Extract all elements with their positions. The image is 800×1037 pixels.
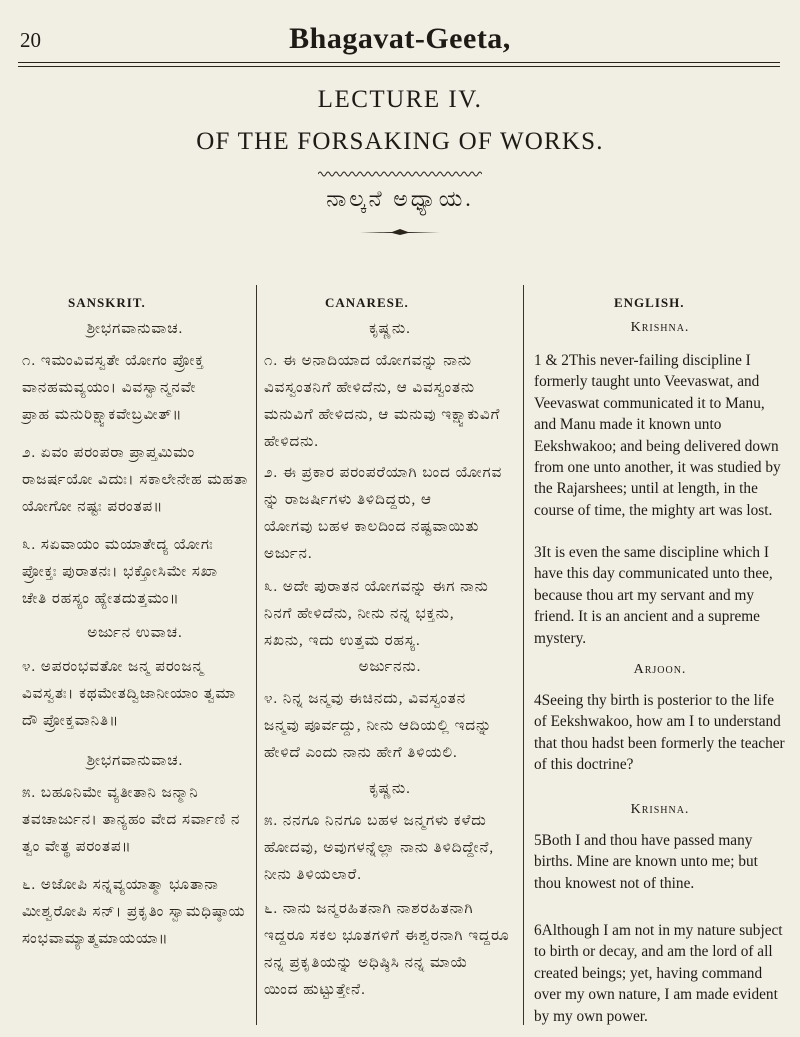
english-verse-4: 4Seeing thy birth is posterior to the life of Eekshwakoo, how am I to understand that thou hadst been formerly the teacher of this doctrine? — [534, 692, 785, 774]
kannada-chapter-title: ನಾಲ್ಕನೆ ಅಧ್ಯಾಯ. — [326, 186, 474, 211]
sanskrit-verse-2: ೨. ಏವಂ ಪರಂಪರಾ ಪ್ರಾಪ್ತಮಿಮಂ ರಾಜರ್ಷಯೋ ವಿದುಃ। ಸಕಾಲೇನೇಹ ಮಹತಾ ಯೋಗೋ ನಷ್ಟಃ ಪರಂತಪ॥ — [22, 445, 249, 515]
canarese-verse-1: ೧. ಈ ಅನಾದಿಯಾದ ಯೋಗವನ್ನು ನಾನು ವಿವಸ್ವಂತನಿಗೆ ಹೇಳಿದೆನು, ಆ ವಿವಸ್ವಂತನು ಮನುವಿಗೆ ಹೇಳಿದನು, ಆ ಮನುವು ಇಕ್ಷ್ವಾಕುವಿಗೆ ಹೇಳಿದನು. — [264, 353, 501, 450]
sanskrit-verse-6: ೬. ಅಜೋಪಿ ಸನ್ನವ್ಯಯಾತ್ಮಾ ಭೂತಾನಾ ಮೀಶ್ವರೋಪಿ ಸನ್। ಪ್ರಕೃತಿಂ ಸ್ವಾಮಧಿಷ್ಠಾಯ ಸಂಭವಾಮ್ಯಾತ್ಮಮಾಯಯಾ॥ — [22, 877, 246, 947]
canarese-speaker-1: ಕೃಷ್ಣನು. — [369, 321, 411, 337]
canarese-verse-3: ೩. ಅದೇ ಪುರಾತನ ಯೋಗವನ್ನು ಈಗ ನಾನು ನಿನಗೆ ಹೇಳಿದೆನು, ನೀನು ನನ್ನ ಭಕ್ತನು, ಸಖನು, ಇದು ಉತ್ತಮ ರಹಸ್ಯ. — [264, 579, 489, 649]
canarese-verse-4: ೪. ನಿನ್ನ ಜನ್ಮವು ಈಚಿನದು, ವಿವಸ್ವಂತನ ಜನ್ಮವು ಪೂರ್ವದ್ದು, ನೀನು ಆದಿಯಲ್ಲಿ ಇದನ್ನು ಹೇಳಿದೆ ಎಂದು ನಾನು ಹೇಗೆ ತಿಳಿಯಲಿ. — [264, 691, 493, 761]
dash-ornament — [360, 228, 440, 236]
sanskrit-verse-5: ೫. ಬಹೂನಿಮೇ ವ್ಯತೀತಾನಿ ಜನ್ಮಾನಿ ತವಚಾರ್ಜುನ। ತಾನ್ಯಹಂ ವೇದ ಸರ್ವಾಣಿ ನ ತ್ವಂ ವೇತ್ಥ ಪರಂತಪ॥ — [22, 785, 241, 855]
sanskrit-speaker-2: ಅರ್ಜುನ ಉವಾಚ. — [87, 625, 183, 641]
english-speaker-2: Arjoon. — [633, 662, 687, 677]
canarese-speaker-3: ಕೃಷ್ಣನು. — [369, 781, 411, 797]
column-divider-1 — [256, 285, 257, 1025]
canarese-heading: CANARESE. — [325, 295, 409, 310]
english-speaker-1: Krishna. — [630, 320, 690, 335]
lecture-subtitle: OF THE FORSAKING OF WORKS. — [196, 128, 604, 155]
english-heading: ENGLISH. — [614, 295, 685, 310]
header-rule — [18, 62, 780, 63]
canarese-speaker-2: ಅರ್ಜುನನು. — [358, 659, 422, 675]
running-title: Bhagavat-Geeta, — [289, 22, 511, 55]
header-rule-thin — [18, 66, 780, 67]
sanskrit-verse-3: ೩. ಸಏವಾಯಂ ಮಯಾತೇದ್ಯ ಯೋಗಃ ಪ್ರೋಕ್ತಃ ಪುರಾತನಃ। ಭಕ್ತೋಸಿಮೇ ಸಖಾ ಚೇತಿ ರಹಸ್ಯಂ ಹ್ಯೇತದುತ್ತಮಂ॥ — [22, 537, 219, 607]
english-verse-1-2: 1 & 2This never-failing discipline I formerly taught unto Veevaswat, and Veevaswat communicated it to Manu, and Manu made it known unto Eekshwakoo; and being delivered down from one unto another, it was studied by the Rajarshees; until at length, in the course of time, the mighty art was lost. — [534, 352, 781, 519]
lecture-title: LECTURE IV. — [317, 86, 483, 113]
canarese-verse-6: ೬. ನಾನು ಜನ್ಮರಹಿತನಾಗಿ ನಾಶರಹಿತನಾಗಿ ಇದ್ದರೂ ಸಕಲ ಭೂತಗಳಿಗೆ ಈಶ್ವರನಾಗಿ ಇದ್ದರೂ ನನ್ನ ಪ್ರಕೃತಿಯನ್ನು ಅಧಿಷ್ಠಿಸಿ ನನ್ನ ಮಾಯೆ ಯಿಂದ ಹುಟ್ಟುತ್ತೇನೆ. — [264, 901, 510, 998]
wavy-ornament — [318, 170, 482, 178]
sanskrit-speaker-3: ಶ್ರೀಭಗವಾನುವಾಚ. — [86, 753, 184, 769]
sanskrit-verse-1: ೧. ಇಮಂವಿವಸ್ವತೇ ಯೋಗಂ ಪ್ರೋಕ್ತ ವಾನಹಮವ್ಯಯಂ। ವಿವಸ್ವಾನ್ಮನವೇ ಪ್ರಾಹ ಮನುರಿಕ್ಷ್ವಾಕವೇಬ್ರವೀತ್॥ — [22, 353, 205, 423]
canarese-verse-5: ೫. ನನಗೂ ನಿನಗೂ ಬಹಳ ಜನ್ಮಗಳು ಕಳೆದು ಹೋದವು, ಅವುಗಳನ್ನೆಲ್ಲಾ ನಾನು ತಿಳಿದಿದ್ದೇನೆ, ನೀನು ತಿಳಿಯಲಾರೆ. — [264, 813, 495, 883]
canarese-verse-2: ೨. ಈ ಪ್ರಕಾರ ಪರಂಪರೆಯಾಗಿ ಬಂದ ಯೋಗವ ನ್ನು ರಾಜರ್ಷಿಗಳು ತಿಳಿದಿದ್ದರು, ಆ ಯೋಗವು ಬಹಳ ಕಾಲದಿಂದ ನಷ್ಟವಾಯಿತು ಅರ್ಜುನ. — [264, 465, 503, 562]
english-speaker-3: Krishna. — [630, 802, 690, 817]
sanskrit-verse-4: ೪. ಅಪರಂಭವತೋ ಜನ್ಮ ಪರಂಜನ್ಮ ವಿವಸ್ವತಃ। ಕಥಮೇತದ್ವಿಜಾನೀಯಾಂ ತ್ವಮಾ ದೌ ಪ್ರೋಕ್ತವಾನಿತಿ॥ — [22, 659, 237, 729]
column-divider-2 — [523, 285, 524, 1025]
sanskrit-speaker-1: ಶ್ರೀಭಗವಾನುವಾಚ. — [86, 321, 184, 337]
sanskrit-heading: SANSKRIT. — [68, 295, 146, 310]
english-verse-6: 6Although I am not in my nature subject to birth or decay, and am the lord of all created beings; yet, having command over my own nature, I am made evident by my own power. — [534, 922, 783, 1025]
page-number: 20 — [20, 28, 41, 52]
english-verse-5: 5Both I and thou have passed many births. Mine are known unto me; but thou knowest not of thine. — [534, 832, 758, 892]
english-verse-3: 3It is even the same discipline which I have this day communicated unto thee, because thou art my servant and my friend. It is an ancient and a supreme mystery. — [534, 544, 773, 647]
